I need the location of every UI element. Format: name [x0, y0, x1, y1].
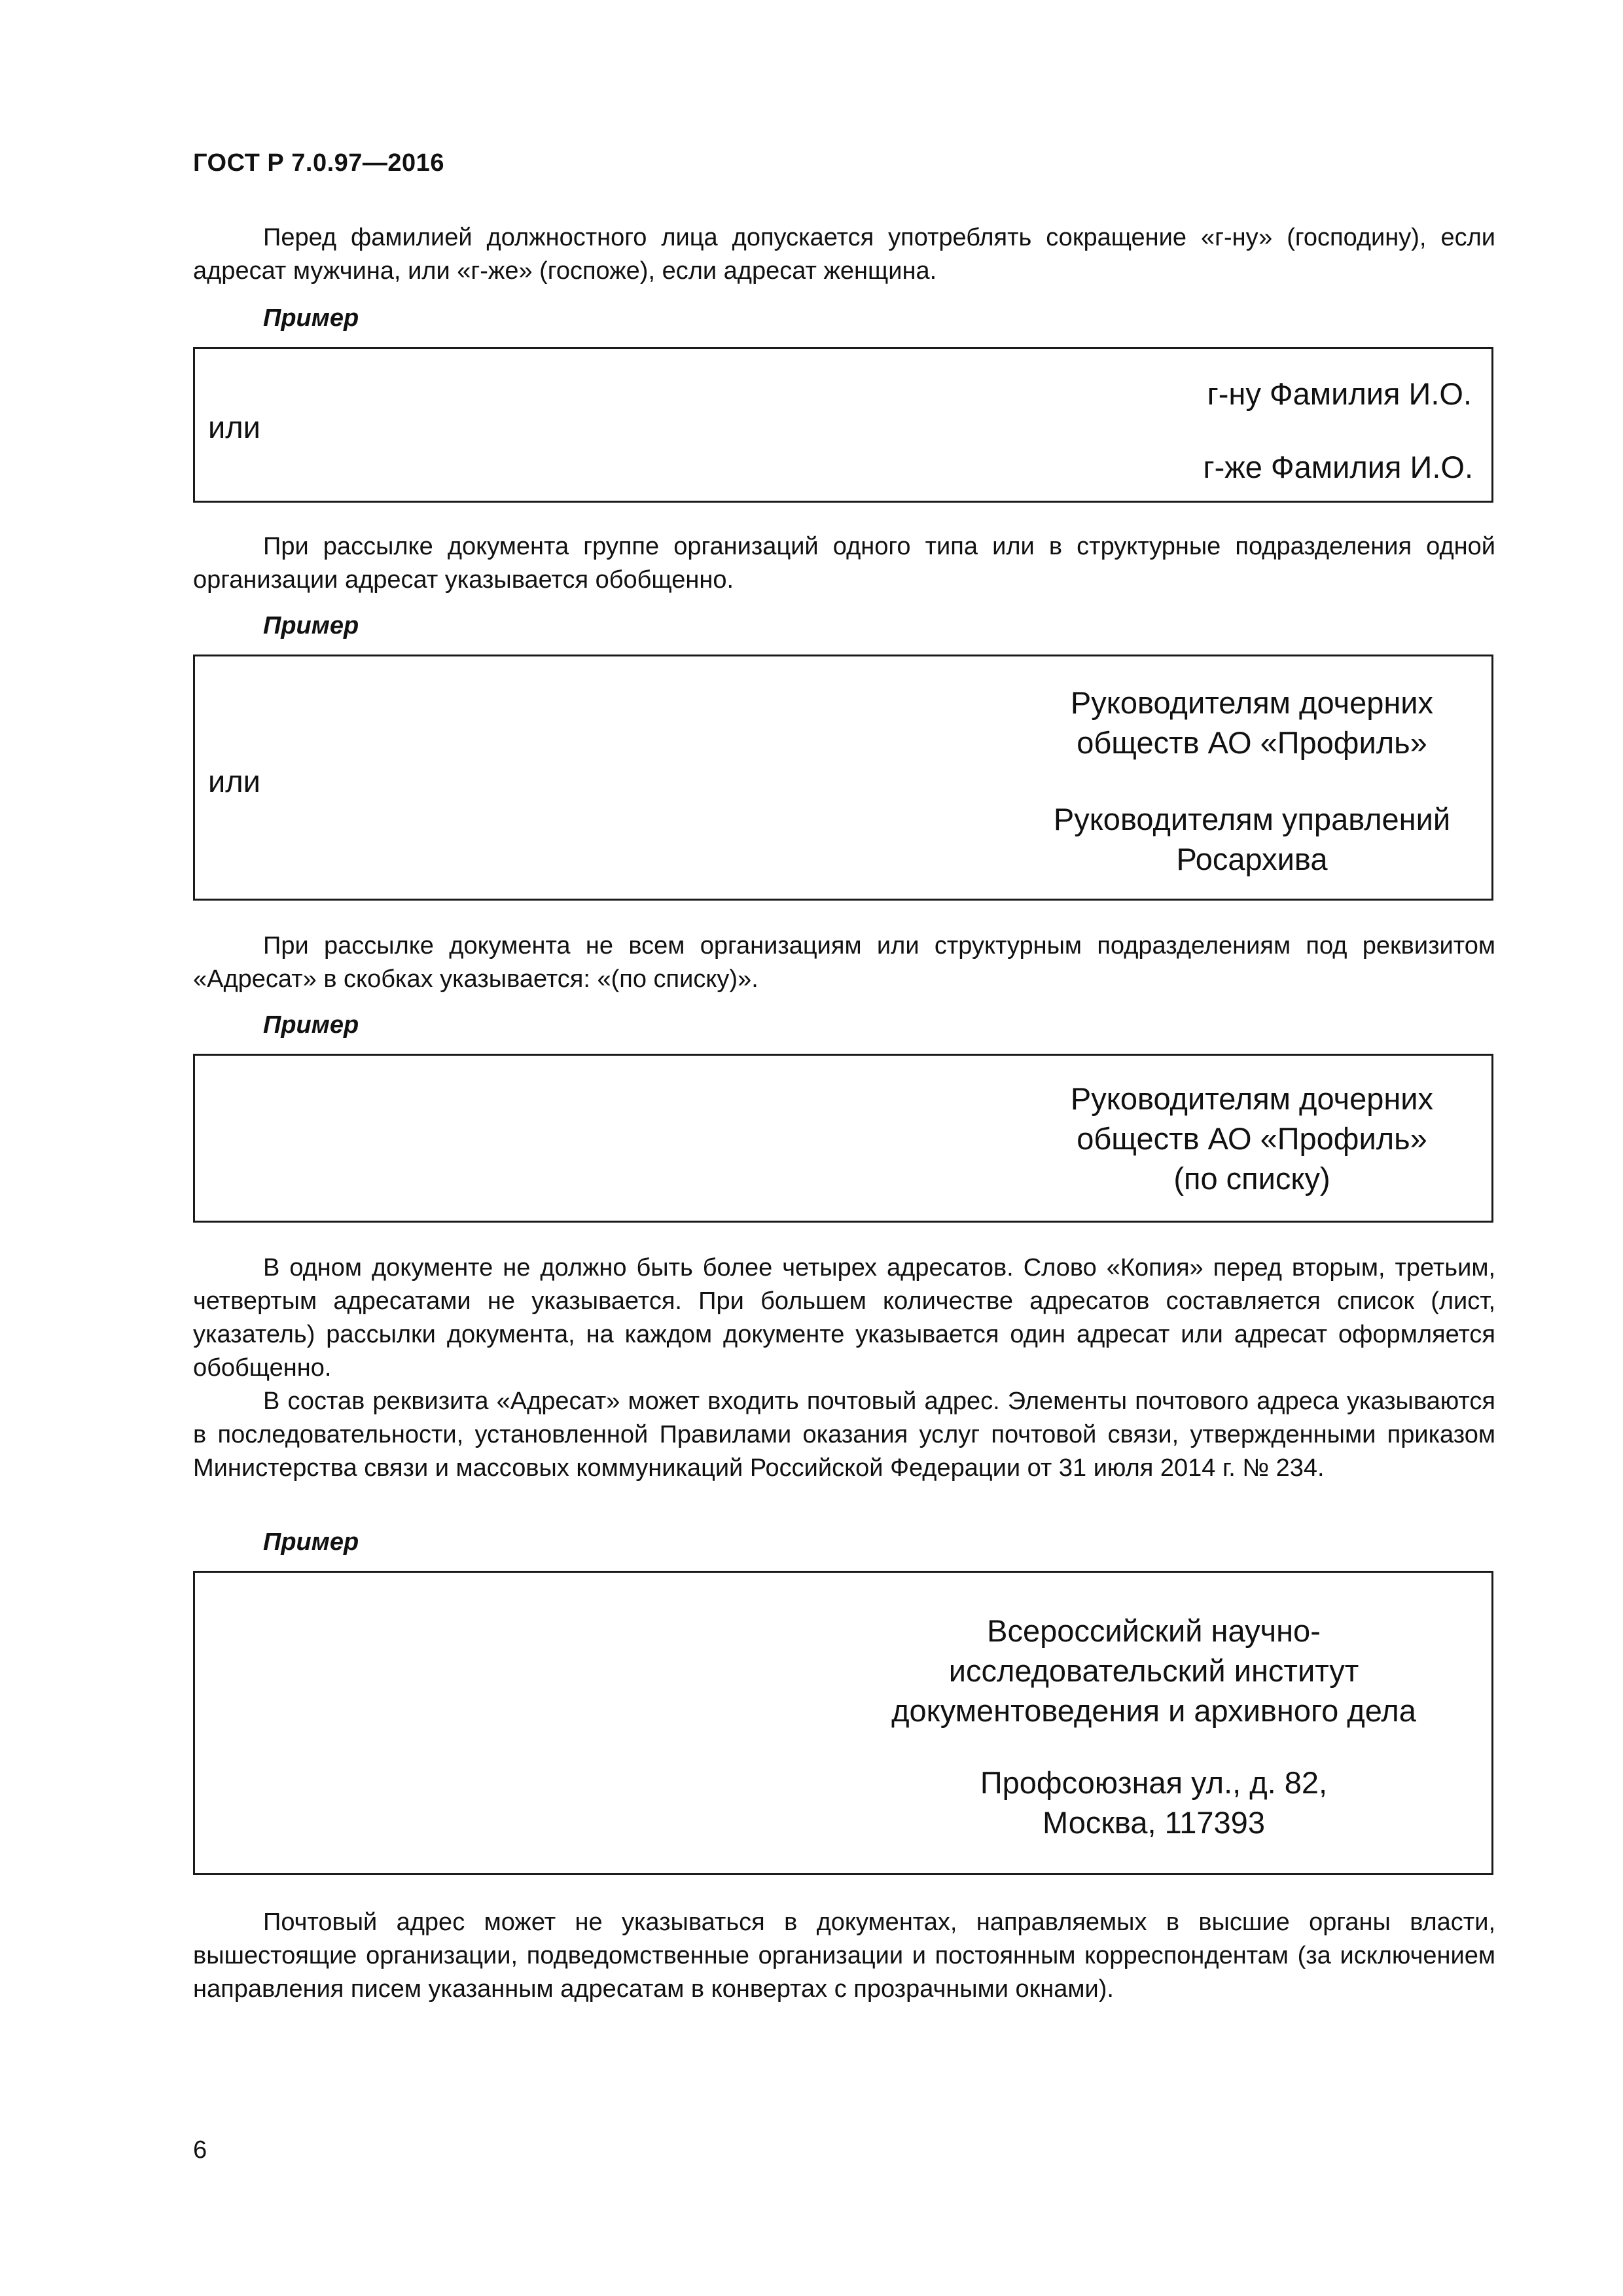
addressee-departments — [1039, 799, 1465, 879]
paragraph-5: В состав реквизита «Адресат» может входить почтовый адрес. Элементы почтового адреса указываются в последовательности, установленной Правилами оказания услуг почтовой связи, утвержденными приказом Министерства связи и массовых коммуникаций Российской Федерации от 31 июля 2014 г. № 234. — [193, 1388, 1495, 1482]
addressee-line: Руководителям дочерних — [1070, 1081, 1434, 1116]
addressee-mrs: г-же Фамилия И.О. — [1203, 450, 1473, 484]
postal-address — [859, 1763, 1448, 1842]
addressee-by-list — [1039, 1079, 1465, 1198]
example-label-2: Пример — [263, 612, 359, 639]
addressee-line: обществ АО «Профиль» — [1077, 1121, 1427, 1156]
addressee-mr: г-ну Фамилия И.О. — [1207, 376, 1472, 411]
example-box-1 — [193, 347, 1493, 503]
or-label-1: или — [208, 410, 260, 444]
addressee-organization — [859, 1611, 1448, 1731]
addressee-line: исследовательский институт — [948, 1653, 1359, 1688]
addressee-subsidiaries — [1039, 683, 1465, 762]
paragraph-2: При рассылке документа группе организаций одного типа или в структурные подразделения одной организации адресат указывается обобщенно. — [193, 533, 1495, 594]
example-box-4 — [193, 1571, 1493, 1875]
paragraph-1: Перед фамилией должностного лица допускается употреблять сокращение «г-ну» (господину), если адресат мужчина, или «г-же» (госпоже), если адресат женщина. — [193, 224, 1495, 285]
addressee-line: Руководителям дочерних — [1070, 685, 1434, 720]
addressee-line: Всероссийский научно- — [987, 1613, 1321, 1648]
address-line: Профсоюзная ул., д. 82, — [980, 1765, 1328, 1800]
or-label-2: или — [208, 764, 260, 798]
addressee-line: документоведения и архивного дела — [891, 1693, 1416, 1728]
example-box-2 — [193, 655, 1493, 901]
example-label-3: Пример — [263, 1011, 359, 1039]
paragraph-6: Почтовый адрес может не указываться в документах, направляемых в высшие органы власти, вышестоящие организации, подведомственные организации и постоянным корреспондентам (за исключением направления писем указанным адресатам в конвертах с прозрачными окнами). — [193, 1909, 1495, 2003]
example-box-3 — [193, 1054, 1493, 1223]
addressee-line: Руководителям управлений — [1053, 802, 1451, 836]
addressee-line: (по списку) — [1173, 1161, 1330, 1196]
addressee-line: обществ АО «Профиль» — [1077, 725, 1427, 760]
paragraph-4: В одном документе не должно быть более четырех адресатов. Слово «Копия» перед вторым, третьим, четвертым адресатами не указывается. При большем количестве адресатов составляется список (лист, указатель) рассылки документа, на каждом документе указывается один адресат или адресат оформляется обобщенно. — [193, 1254, 1495, 1382]
addressee-line: Росархива — [1176, 842, 1328, 876]
example-label-4: Пример — [263, 1528, 359, 1556]
address-line: Москва, 117393 — [1043, 1805, 1265, 1840]
paragraph-3: При рассылке документа не всем организациям или структурным подразделениям под реквизитом «Адресат» в скобках указывается: «(по списку)». — [193, 932, 1495, 993]
example-label-1: Пример — [263, 304, 359, 332]
document-code-header: ГОСТ Р 7.0.97—2016 — [193, 149, 444, 177]
page-number: 6 — [193, 2136, 207, 2164]
